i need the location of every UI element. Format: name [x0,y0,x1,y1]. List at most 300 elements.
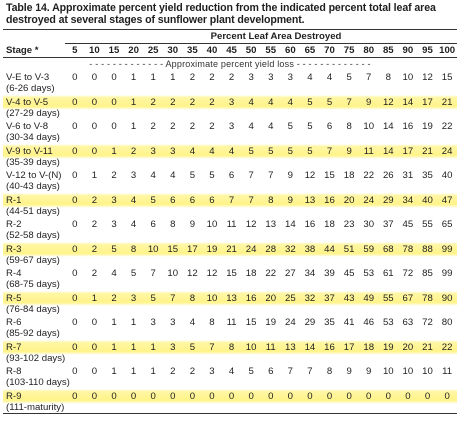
yield-loss-value: 17 [402,145,414,157]
value-cell [437,291,457,316]
value-cell [398,291,418,316]
yield-loss-value: 3 [130,170,137,181]
yield-loss-value: 0 [72,145,78,157]
yield-loss-value: 24 [363,194,375,206]
value-cell [261,70,281,95]
yield-loss-value: 3 [111,219,117,230]
value-cell [437,340,457,365]
yield-loss-value: 0 [307,390,313,402]
yield-loss-value: 1 [91,170,98,181]
yield-loss-value: 0 [72,72,78,83]
yield-loss-value: 32 [304,292,316,304]
stage-cell [3,340,65,365]
value-cell [339,291,359,316]
yield-loss-value: 6 [170,194,176,206]
stage-name: V-E to V-3 [6,72,50,83]
value-cell [104,144,124,169]
stage-days: (52-58 days) [6,230,60,241]
value-cell [85,95,105,120]
value-cell [104,364,124,389]
value-cell [359,291,379,316]
value-cell [163,266,183,291]
value-cell [65,95,85,120]
yield-loss-value: 20 [343,194,355,206]
yield-loss-value: 99 [441,243,453,255]
value-cell [124,340,144,365]
value-cell [320,340,340,365]
yield-loss-value: 6 [268,366,274,377]
value-cell [183,242,203,267]
yield-loss-value: 0 [91,341,98,353]
column-header-10: 10 [85,44,105,58]
value-cell [339,242,359,267]
column-header-20: 20 [124,44,144,58]
stage-days: (85-92 days) [6,328,60,339]
value-cell [418,217,438,242]
value-cell [398,144,418,169]
table-row [3,193,457,218]
yield-loss-value: 8 [170,219,176,230]
yield-loss-value: 80 [441,317,453,328]
stage-cell [3,70,65,95]
yield-loss-value: 35 [324,317,335,328]
yield-loss-value: 43 [343,292,355,304]
yield-loss-value: 4 [248,121,254,132]
value-cell [143,242,163,267]
value-cell [437,315,457,340]
yield-loss-value: 12 [206,268,218,279]
value-cell [300,168,320,193]
value-cell [202,95,222,120]
value-cell [124,266,144,291]
yield-loss-value: 10 [206,219,218,230]
yield-loss-value: 20 [265,292,277,304]
value-cell [163,389,183,414]
value-cell [300,95,320,120]
value-cell [241,364,261,389]
yield-loss-value: 0 [424,390,431,402]
value-cell [143,217,163,242]
value-cell [379,315,399,340]
value-cell [398,193,418,218]
value-cell [85,315,105,340]
value-cell [143,266,163,291]
value-cell [143,193,163,218]
yield-loss-value: 0 [150,390,156,402]
yield-loss-value: 10 [245,341,257,353]
column-header-55: 55 [261,44,281,58]
value-cell [379,193,399,218]
yield-loss-value: 1 [111,317,117,328]
value-cell [202,266,222,291]
value-cell [320,364,340,389]
yield-loss-value: 18 [363,341,375,353]
column-header-50: 50 [241,44,261,58]
yield-loss-value: 3 [130,292,137,304]
yield-loss-value: 11 [363,145,374,157]
yield-loss-value: 3 [287,72,293,83]
value-cell [281,242,301,267]
value-cell [222,291,242,316]
value-cell [379,340,399,365]
yield-loss-value: 13 [304,194,316,206]
value-cell [124,217,144,242]
value-cell [85,266,105,291]
value-cell [320,119,340,144]
value-cell [241,266,261,291]
value-cell [85,168,105,193]
value-cell [65,389,85,414]
yield-loss-value: 55 [382,292,394,304]
yield-loss-value: 21 [441,96,453,108]
value-cell [104,340,124,365]
yield-loss-value: 5 [150,292,156,304]
yield-loss-value: 2 [189,96,196,108]
yield-loss-value: 3 [111,194,117,206]
value-cell [222,242,242,267]
yield-loss-value: 0 [91,390,98,402]
yield-loss-value: 4 [170,170,176,181]
yield-loss-value: 72 [402,268,414,279]
yield-loss-value: 7 [268,170,274,181]
value-cell [379,144,399,169]
yield-loss-value: 19 [265,317,277,328]
yield-loss-value: 3 [150,145,156,157]
caption-line-2: destroyed at several stages of sunflower plant development. [6,14,305,26]
yield-loss-value: 45 [343,268,355,279]
group-header-spacer [3,30,65,44]
value-cell [124,119,144,144]
value-cell [418,315,438,340]
yield-loss-value: 9 [346,366,352,377]
yield-loss-value: 4 [189,145,196,157]
value-cell [163,340,183,365]
value-cell [418,266,438,291]
value-cell [437,242,457,267]
yield-loss-value: 2 [111,170,117,181]
value-cell [261,95,281,120]
yield-loss-value: 5 [150,194,156,206]
value-cell [65,168,85,193]
value-cell [300,217,320,242]
value-cell [281,389,301,414]
yield-loss-value: 32 [284,243,296,255]
yield-loss-value: 0 [72,243,78,255]
yield-loss-value: 2 [130,145,137,157]
value-cell [300,70,320,95]
yield-loss-value: 4 [268,96,274,108]
yield-loss-value: 9 [346,145,352,157]
yield-loss-value: 3 [228,96,235,108]
yield-loss-value: 99 [441,268,453,279]
yield-loss-value: 0 [209,390,215,402]
yield-loss-value: 1 [111,341,117,353]
value-cell [379,291,399,316]
yield-loss-value: 4 [248,96,254,108]
value-cell [124,70,144,95]
value-cell [339,217,359,242]
yield-loss-value: 22 [265,268,277,279]
table-row [3,70,457,95]
value-cell [241,291,261,316]
column-header-25: 25 [143,44,163,58]
value-cell [104,119,124,144]
value-cell [379,242,399,267]
yield-loss-value: 0 [72,121,78,132]
yield-loss-value: 26 [382,170,394,181]
yield-loss-value: 0 [91,145,98,157]
group-header-label: Percent Leaf Area Destroyed [65,30,457,44]
value-cell [124,364,144,389]
yield-loss-value: 88 [422,243,433,255]
value-cell [202,364,222,389]
value-cell [418,95,438,120]
yield-loss-value: 0 [111,121,117,132]
yield-loss-value: 3 [209,366,215,377]
value-cell [261,364,281,389]
value-cell [163,242,183,267]
stage-name: R-4 [6,268,22,279]
value-cell [241,70,261,95]
value-cell [359,389,379,414]
yield-loss-value: 5 [248,145,254,157]
yield-loss-value: 7 [228,194,235,206]
stage-name: V-6 to V-8 [6,121,49,132]
value-cell [183,70,203,95]
value-cell [437,217,457,242]
yield-loss-value: 2 [150,96,156,108]
value-cell [124,193,144,218]
value-cell [124,95,144,120]
stage-cell [3,119,65,144]
stage-cell [3,315,65,340]
yield-loss-value: 22 [441,121,453,132]
value-cell [222,389,242,414]
yield-loss-value: 10 [167,268,179,279]
value-cell [85,119,105,144]
table-row [3,144,457,169]
value-cell [143,340,163,365]
yield-loss-value: 0 [111,72,117,83]
yield-loss-value: 0 [91,366,98,377]
value-cell [222,340,242,365]
stage-name: V-4 to V-5 [6,96,49,108]
column-header-95: 95 [418,44,438,58]
table-row [3,389,457,414]
yield-loss-value: 5 [346,72,352,83]
value-cell [261,266,281,291]
yield-loss-value: 90 [441,292,453,304]
value-cell [261,144,281,169]
yield-loss-value: 1 [170,72,176,83]
yield-loss-value: 5 [287,121,293,132]
value-cell [241,119,261,144]
value-cell [398,389,418,414]
yield-loss-value: 8 [268,194,274,206]
yield-loss-value: 2 [209,72,215,83]
column-header-90: 90 [398,44,418,58]
value-cell [320,95,340,120]
value-cell [104,168,124,193]
yield-loss-value: 2 [91,268,98,279]
value-cell [104,315,124,340]
value-cell [261,389,281,414]
value-cell [85,193,105,218]
value-cell [202,242,222,267]
value-cell [104,242,124,267]
value-cell [104,389,124,414]
table-row [3,95,457,120]
value-cell [241,389,261,414]
value-cell [183,389,203,414]
value-cell [183,95,203,120]
value-cell [300,193,320,218]
value-cell [143,95,163,120]
yield-loss-value: 0 [91,72,98,83]
value-cell [320,144,340,169]
yield-loss-value: 7 [248,194,254,206]
value-cell [359,70,379,95]
yield-loss-value: 6 [326,121,333,132]
yield-loss-value: 2 [150,121,156,132]
value-cell [183,266,203,291]
yield-loss-value: 6 [228,170,235,181]
value-cell [124,291,144,316]
yield-loss-value: 2 [228,72,235,83]
yield-loss-value: 78 [402,243,414,255]
yield-loss-value: 5 [130,268,137,279]
value-cell [379,119,399,144]
value-cell [281,315,301,340]
value-cell [85,242,105,267]
yield-loss-value: 0 [91,317,98,328]
yield-loss-value: 25 [284,292,296,304]
value-cell [261,193,281,218]
yield-loss-value: 16 [324,341,335,353]
yield-loss-value: 3 [248,72,254,83]
yield-loss-value: 17 [343,341,355,353]
yield-loss-value: 19 [382,341,394,353]
value-cell [281,291,301,316]
value-cell [300,364,320,389]
value-cell [320,168,340,193]
value-cell [65,193,85,218]
yield-loss-value: 3 [150,317,156,328]
yield-loss-value: 4 [268,121,274,132]
value-cell [222,315,242,340]
value-cell [65,217,85,242]
value-cell [124,242,144,267]
yield-loss-value: 24 [284,317,296,328]
value-cell [143,168,163,193]
value-cell [202,119,222,144]
yield-loss-value: 51 [343,243,355,255]
yield-loss-value: 17 [422,96,433,108]
value-cell [339,340,359,365]
yield-loss-value: 5 [248,366,254,377]
yield-loss-value: 2 [170,96,176,108]
stage-name: V-9 to V-11 [6,145,53,157]
value-cell [124,168,144,193]
value-cell [359,315,379,340]
yield-loss-value: 8 [385,72,391,83]
value-cell [339,70,359,95]
yield-loss-value: 16 [324,194,335,206]
value-cell [300,119,320,144]
value-cell [359,364,379,389]
yield-loss-value: 5 [326,96,333,108]
yield-loss-value: 14 [382,145,394,157]
value-cell [202,315,222,340]
value-cell [418,119,438,144]
yield-loss-value: 9 [287,170,293,181]
value-cell [437,168,457,193]
value-cell [437,144,457,169]
yield-loss-value: 41 [343,317,355,328]
yield-loss-value: 7 [326,145,333,157]
yield-loss-value: 8 [228,341,235,353]
value-cell [163,70,183,95]
value-cell [418,291,438,316]
value-cell [65,291,85,316]
table-caption [6,2,457,26]
yield-loss-value: 7 [366,72,372,83]
yield-loss-value: 14 [284,219,296,230]
value-cell [437,95,457,120]
yield-loss-value: 0 [405,390,411,402]
value-cell [339,144,359,169]
yield-loss-value: 29 [304,317,316,328]
yield-loss-value: 14 [402,96,414,108]
value-cell [85,144,105,169]
yield-loss-value: 1 [111,145,117,157]
value-cell [398,364,418,389]
stage-days: (76-84 days) [6,303,60,315]
yield-loss-value: 0 [248,390,254,402]
yield-loss-value: 15 [167,243,179,255]
yield-loss-value: 12 [422,72,433,83]
stage-cell [3,193,65,218]
stage-days: (40-43 days) [6,181,60,192]
value-cell [437,119,457,144]
value-cell [163,291,183,316]
value-cell [222,168,242,193]
column-header-60: 60 [281,44,301,58]
value-cell [163,364,183,389]
value-cell [320,389,340,414]
value-cell [418,193,438,218]
value-cell [85,70,105,95]
column-header-75: 75 [339,44,359,58]
yield-loss-value: 1 [150,72,156,83]
table-row [3,291,457,316]
value-cell [320,70,340,95]
yield-loss-value: 4 [130,219,137,230]
value-cell [398,168,418,193]
yield-loss-value: 45 [402,219,414,230]
yield-loss-value: 85 [422,268,433,279]
yield-loss-value: 7 [248,170,254,181]
yield-loss-value: 23 [343,219,355,230]
value-cell [281,266,301,291]
stage-name: R-1 [6,194,22,206]
yield-loss-value: 11 [442,366,453,377]
value-cell [183,364,203,389]
yield-loss-value: 10 [402,72,414,83]
table-row [3,315,457,340]
yield-loss-value: 2 [91,219,98,230]
value-cell [339,315,359,340]
